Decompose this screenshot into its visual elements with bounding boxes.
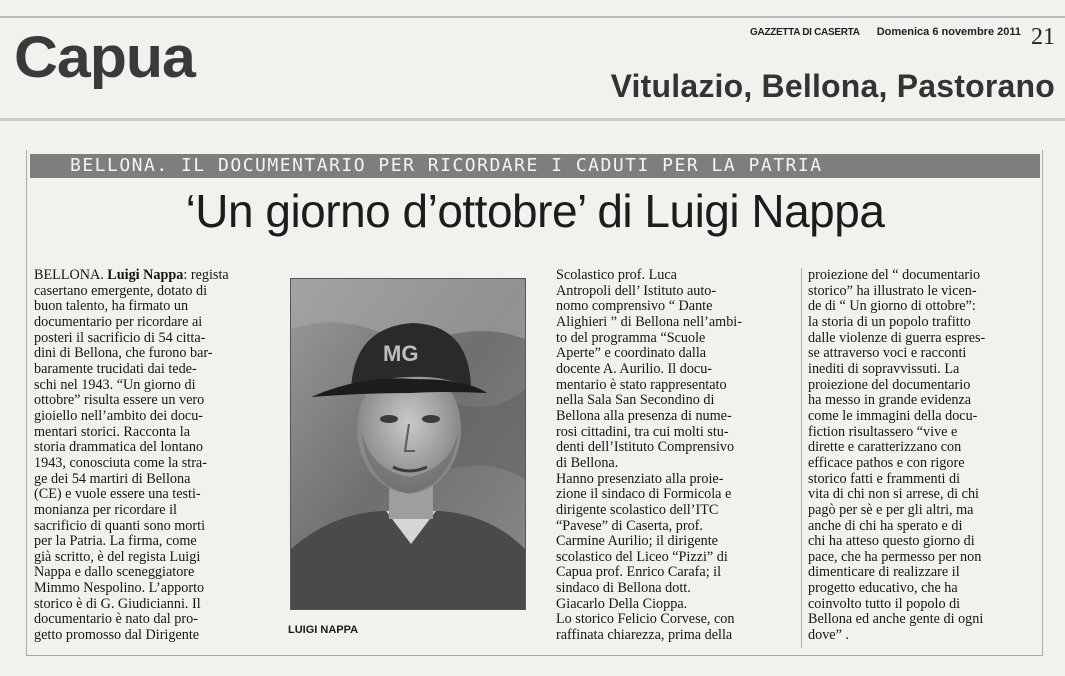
article-kicker: BELLONA. IL DOCUMENTARIO PER RICORDARE I CADUTI PER LA PATRIA xyxy=(30,154,1040,178)
text-line: efficace pathos e con rigore xyxy=(808,454,965,471)
text-line: di Bellona. xyxy=(556,454,619,471)
text-line: gioiello nell’ambito dei docu- xyxy=(34,407,204,424)
text-line: nella Sala San Secondino di xyxy=(556,392,715,409)
article-column-3 xyxy=(808,268,1058,644)
text-line: raffinata chiarezza, prima della xyxy=(556,627,733,644)
text-line: Carmine Aurilio; il dirigente xyxy=(556,533,718,550)
towns-subtitle: Vitulazio, Bellona, Pastorano xyxy=(610,68,1055,104)
text-line: dove” . xyxy=(808,627,849,644)
text-line: dirette e caratterizzano con xyxy=(808,439,962,456)
text-line: mentario è stato rappresentato xyxy=(556,376,727,393)
text-line: storico è di G. Giudicianni. Il xyxy=(34,595,201,612)
text-line: denti dell’Istituto Comprensivo xyxy=(556,439,735,456)
text-line: posteri il sacrificio di 54 citta- xyxy=(34,329,206,346)
text-line: inediti di sopravvissuti. La xyxy=(808,360,960,377)
text-line: Aperte” e coordinato dalla xyxy=(556,345,707,362)
text-line: Nappa e dallo sceneggiatore xyxy=(34,564,195,581)
text-line: nomo comprensivo “ Dante xyxy=(556,298,713,315)
publication-line xyxy=(750,26,1021,38)
article-frame-left xyxy=(26,150,27,655)
text-line: sacrificio di quanti sono morti xyxy=(34,517,206,534)
text-line: ge dei 54 martiri di Bellona xyxy=(34,470,191,487)
text-line: progetto educativo, che ha xyxy=(808,580,958,597)
text-line: proiezione del “ documentario xyxy=(808,267,981,283)
text-line: la storia di un popolo trafitto xyxy=(808,313,971,330)
text-line: storia drammatica del lontano xyxy=(34,439,204,456)
text-line xyxy=(34,268,274,284)
text-line: zione il sindaco di Formicola e xyxy=(556,486,732,503)
text-line: se attraverso voci e racconti xyxy=(808,345,967,362)
text-line: documentario è nato dal pro- xyxy=(34,611,198,628)
text-line: storico fatti e frammenti di xyxy=(808,470,961,487)
text-line: documentario per ricordare ai xyxy=(34,313,203,330)
text-line: scolastico del Liceo “Pizzi” di xyxy=(556,548,728,565)
dateline: BELLONA. xyxy=(34,267,108,283)
text-line: de di “ Un giorno di ottobre”: xyxy=(808,298,976,315)
text-line: 1943, conosciuta come la stra- xyxy=(34,454,207,471)
page-number: 21 xyxy=(1031,24,1055,50)
text-line: Mimmo Nespolino. L’apporto xyxy=(34,580,205,597)
text-line: dimenticare di realizzare il xyxy=(808,564,960,581)
article-headline: ‘Un giorno d’ottobre’ di Luigi Nappa xyxy=(185,185,885,237)
text-line: ottobre” risulta essere un vero xyxy=(34,392,205,409)
text-line: dini di Bellona, che furono bar- xyxy=(34,345,213,362)
text-line: mentari storici. Racconta la xyxy=(34,423,191,440)
text-line: ha messo in grande evidenza xyxy=(808,392,972,409)
text-line: storico” ha illustrato le vicen- xyxy=(808,282,977,299)
text-line: “Pavese” di Caserta, prof. xyxy=(556,517,703,534)
text-line: rosi cittadini, tra cui molti stu- xyxy=(556,423,729,440)
text-line: Capua prof. Enrico Carafa; il xyxy=(556,564,722,581)
text-line: Hanno presenziato alla proie- xyxy=(556,470,724,487)
text-line: Giacarlo Della Cioppa. xyxy=(556,595,688,612)
svg-text:MG: MG xyxy=(383,341,419,366)
text-line: proiezione del documentario xyxy=(808,376,971,393)
text-line: Bellona ed anche gente di ogni xyxy=(808,611,984,628)
text-line: come le immagini della docu- xyxy=(808,407,978,424)
text-line: schi nel 1943. “Un giorno di xyxy=(34,376,196,393)
article-frame-bottom xyxy=(26,655,1043,656)
lead-name: Luigi Nappa xyxy=(107,267,184,283)
text-line: docente A. Aurilio. Il docu- xyxy=(556,360,713,377)
publication-date: Domenica 6 novembre 2011 xyxy=(876,26,1021,38)
text-line: Antropoli dell’ Istituto auto- xyxy=(556,282,717,299)
text-line: monianza per ricordare il xyxy=(34,501,177,518)
text-line: vita di chi non si arrese, di chi xyxy=(808,486,979,503)
text-line: chi ha atteso questo giorno di xyxy=(808,533,975,550)
masthead-rule xyxy=(0,16,1065,18)
text-line: casertano emergente, dotato di xyxy=(34,282,208,299)
text-line: per la Patria. La firma, come xyxy=(34,533,197,550)
text-line: Lo storico Felicio Corvese, con xyxy=(556,611,735,628)
text-line: Bellona alla presenza di nume- xyxy=(556,407,732,424)
text-line: Scolastico prof. Luca xyxy=(556,267,677,283)
text-line: baramente trucidati dai tede- xyxy=(34,360,197,377)
text-line: anche di chi ha sperato e di xyxy=(808,517,963,534)
text-fragment: : regista xyxy=(183,267,229,283)
text-line: to del programma “Scuole xyxy=(556,329,706,346)
header-divider xyxy=(0,118,1065,121)
text-line: pace, che ha permesso per non xyxy=(808,548,982,565)
text-line: sindaco di Bellona dott. xyxy=(556,580,691,597)
text-line: getto promosso dal Dirigente xyxy=(34,627,200,644)
photo-caption: LUIGI NAPPA xyxy=(288,624,359,636)
portrait-photo xyxy=(290,278,526,610)
portrait-illustration xyxy=(291,279,525,609)
text-line: pagò per sè e per gli altri, ma xyxy=(808,501,974,518)
text-line: dirigente scolastico dell’ITC xyxy=(556,501,719,518)
section-title: Capua xyxy=(14,25,195,90)
text-line: dalle violenze di guerra espres- xyxy=(808,329,986,346)
text-line: fiction risultassero “vive e xyxy=(808,423,958,440)
text-line: già scritto, è del regista Luigi xyxy=(34,548,201,565)
article-column-1 xyxy=(34,268,274,644)
article-column-2 xyxy=(556,268,796,644)
text-line: Alighieri ” di Bellona nell’ambi- xyxy=(556,313,742,330)
publication-name: GAZZETTA DI CASERTA xyxy=(749,27,860,38)
column-divider xyxy=(801,268,802,648)
text-line: (CE) e vuole essere una testi- xyxy=(34,486,201,503)
text-line: coinvolto tutto il popolo di xyxy=(808,595,961,612)
text-line: buon talento, ha firmato un xyxy=(34,298,189,315)
